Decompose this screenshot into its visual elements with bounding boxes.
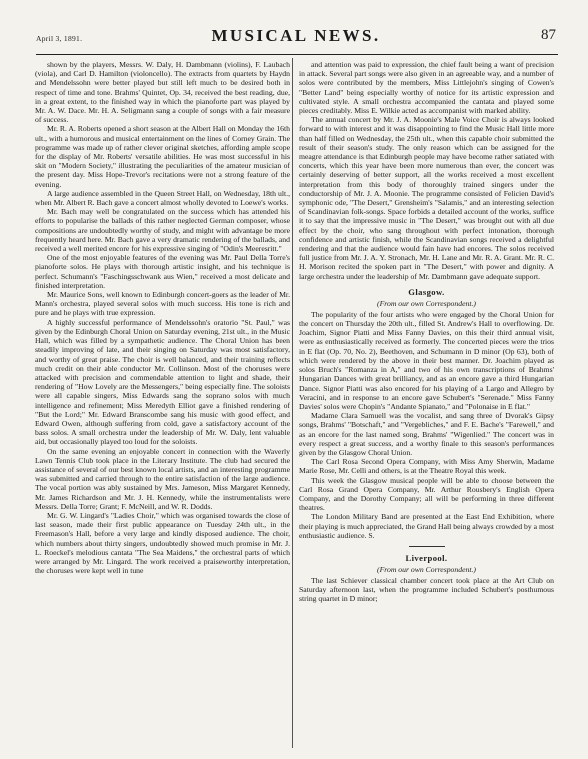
article-paragraph: The annual concert by Mr. J. A. Moonie's Male Voice Choir is always looked forward to with interest and it was disappointing to find the Music Hall little more than half filled on Wednesday, the 25th ult., when this capable choir submitted the result of their season's study. The only reason which can be assigned for the meagre attendance is that Edinburgh people may have become rather satiated with concerts, which this year have been more numerous than ever, the concert was certainly deserving of better support, all the works received a most excellent interpretation from this body of thoroughly trained singers under the conductorship of Mr. J. A. Moonie. The programme consisted of Felicien David's symphonic ode, "The Desert," Grensheim's "Salamis," and an interesting selection of Scandinavian folk-songs. Space forbids a detailed account of the works, suffice it to say that the impressive music in "The Desert," was brought out with all due effect by the choir, who sang throughout with perfect intonation, thorough confidence and artistic finish, while the Scandinavian songs received a delightful rendering and that the audience would fain have had encores. The solos received full justice from Mr. J. A. Y. Stronach, Mr. H. Lane and Mr. R. A. Grant. Mr. R. C. H. Morison recited the spoken part in "The Desert," with power and dignity. A large orchestra under the leadership of Mr. Dambmann gave adequate support.: [299, 115, 554, 281]
masthead-title: MUSICAL NEWS.: [211, 26, 381, 45]
column-divider: [292, 58, 293, 748]
article-paragraph: On the same evening an enjoyable concert in connection with the Waverly Lawn Tennis Club took place in the Literary Institute. The club had secured the assistance of several of our best known local artists, and an interesting programme was submitted and carried through to the entire satisfaction of the large audience. The vocal portion was ably sustained by Mrs. Jameson, Miss Margaret Kennedy, Mr. James Richardson and Mr. J. H. Kennedy, while the instrumentalists were Messrs. Della Torre; Grant; F. McNeill, and W. R. Dodds.: [35, 446, 290, 511]
article-paragraph: The last Schiever classical chamber concert took place at the Art Club on Saturday afternoon last, when the programme included Schubert's posthumous string quartet in D minor;: [299, 575, 554, 604]
article-paragraph: Mr. G. W. Lingard's "Ladies Choir," which was organised towards the close of last season, made their first public appearance on Tuesday 24th ult., in the Freemason's Hall, before a very large and kindly disposed audience. The choir, which numbers about thirty singers, undoubtedly showed much promise in Mr. J. L. Roeckel's melodious cantata "The Sea Maidens," the orchestral parts of which were arranged by Mr. Lingard. The work received a praiseworthy interpretation, the choruses were kept well in tune: [35, 510, 290, 576]
section-heading-glasgow: Glasgow.: [408, 286, 445, 297]
section-heading-liverpool: Liverpool.: [405, 552, 448, 563]
left-column: [35, 60, 290, 750]
article-paragraph: Mr. R. A. Roberts opened a short season at the Albert Hall on Monday the 16th ult., with a humorous and musical entertainment on the lines of Corney Grain. The programme was made up of rather clever original sketches, affording ample scope for the display of Mr. Roberts' versatile abilities. He was most successful in his skit on "Modern Society," illustrating the peculiarities of the amateur musician of the present day. Miss Hope-Trevor's recitations were not a strong feature of the evening.: [35, 124, 290, 189]
article-paragraph: This week the Glasgow musical people will be able to choose between the Carl Rosa Grand Opera Company, Mr. Arthur Rousbery's English Opera Company, and the Dorothy Company; all will be performing in three different theatres.: [299, 475, 554, 513]
article-paragraph: Mr. Bach may well be congratulated on the success which has attended his efforts to popularise the ballads of this rather neglected German composer, whose compositions are undoubtedly worthy of study, and might with advantage be more frequently heard here. Mr. Bach gave a very dramatic rendering of the ballads, and received a well merited encore for his expressive singing of "Odin's Meeresritt.": [35, 207, 290, 254]
correspondent-byline: (From our own Correspondent.): [377, 564, 476, 574]
article-paragraph: The popularity of the four artists who were engaged by the Choral Union for the concert on Thursday the 20th ult., filled St. Andrew's Hall to overflowing. Dr. Joachim, Signor Piatti and Miss Fanny Davies, on this their third annual visit, were as enthusiastically received as formerly. The concerted pieces were the trios in E flat (Op. 70, No. 2), Beethoven, and Schumann in D minor (Op 63), both of which were rendered by the above in their best manner. Dr. Joachim played as solos Bruch's "Romanza in A," and two of his own transcriptions of Brahms' Hungarian Dances with great brilliancy, and as an encore gave a third Hungarian Dance. Signor Piatti was also encored for his playing of a Largo and Allegro by Veracini, and in response to an encore gave Schubert's "Serenade." Miss Fanny Davies' solos were Chopin's "Andante Spianato," and "Polonaise in E flat.": [299, 309, 554, 411]
article-paragraph: The Carl Rosa Second Opera Company, with Miss Amy Sherwin, Madame Marie Rose, Mr. Celli and others, is at the Theatre Royal this week.: [299, 457, 554, 476]
correspondent-byline: (From our own Correspondent.): [377, 298, 476, 308]
article-paragraph: and attention was paid to expression, the chief fault being a want of precision in attack. Several part songs were also given in an agreeable way, and a number of solos were contributed by the members, Miss Littlejohn's singing of Cowen's "Better Land" being especially worthy of notice for its artistic expression and cultivated style. A small orchestra accompanied the cantata and played some pieces creditably. Miss E. Wilkie acted as accompanist with marked ability.: [299, 60, 554, 116]
article-paragraph: Mr. Maurice Sons, well known to Edinburgh concert-goers as the leader of Mr. Mann's orchestra, played several solos with much success. His tone is rich and pure and he plays with true expression.: [35, 290, 290, 318]
article-paragraph: Madame Clara Samuell was the vocalist, and sang three of Dvorak's Gipsy songs, Brahms' "Botschaft," and "Vergebliches," and F. E. Bache's "Farewell," and as an encore for the last named song, Brahms' "Wigenlied." The concert was in every respect a great success, and a worthy finale to this season's performances given by the Glasgow Choral Union.: [299, 411, 554, 457]
issue-date: April 3, 1891.: [36, 34, 83, 43]
page-header: [36, 24, 556, 50]
article-paragraph: shown by the players, Messrs. W. Daly, H. Dambmann (violins), F. Laubach (viola), and Carl D. Hamilton (violoncello). The extracts from quartets by Haydn and Mendelssohn were better played but still left much to be desired both in respect of time and tone. Brahms' Quintet, Op. 34, received the best reading, due, in a great extent, to the finished way in which the pianoforte part was played by Mr. A. W. Dace. Mr. H. A. Seligmann sang a couple of songs with a fair measure of success.: [35, 60, 290, 125]
article-paragraph: A highly successful performance of Mendelssohn's oratorio "St. Paul," was given by the Edinburgh Choral Union on Saturday evening, 21st ult., in the Music Hall, which was filled by a sympathetic audience. The Choral Union has been steadily improving of late, and their singing on Saturday was most satisfactory, and worthy of great praise. The choir is well balanced, and their training reflects much credit on their able conductor Mr. Collinson. Most of the choruses were attacked with precision and commendable attention to light and shade, their rendering of "How Lovely are the Messengers," being especially fine. The soloists were all capable singers, Miss Edwards sang the soprano solos with much intelligence and refinement; Miss Meredyth Elliot gave a finished rendering of "But the Lord;" Mr. Edward Branscombe sang his music with good effect, and Edward Owen, although suffering from cold, gave a satisfactory account of the bass solos. A small orchestra under the leadership of Mr. W. Daly, lent valuable aid, but occasionally played too loud for the soloists.: [35, 317, 290, 447]
article-paragraph: One of the most enjoyable features of the evening was Mr. Paul Della Torre's pianoforte solos. He plays with thorough artistic insight, and his technique is perfect. Schumann's "Faschingsschwank aus Wien," received a most delicate and finished interpretation.: [35, 253, 290, 290]
article-paragraph: The London Military Band are presented at the East End Exhibition, where their playing is much appreciated, the Grand Hall being always crowded by a most enthusiastic audience. S.: [299, 512, 554, 540]
section-divider: [409, 546, 445, 547]
header-rule: [36, 54, 558, 55]
article-paragraph: A large audience assembled in the Queen Street Hall, on Wednesday, 18th ult., when Mr. Albert R. Bach gave a concert almost wholly devoted to Loewe's works.: [35, 188, 290, 208]
page-number: 87: [541, 27, 556, 43]
right-column: [299, 60, 554, 750]
